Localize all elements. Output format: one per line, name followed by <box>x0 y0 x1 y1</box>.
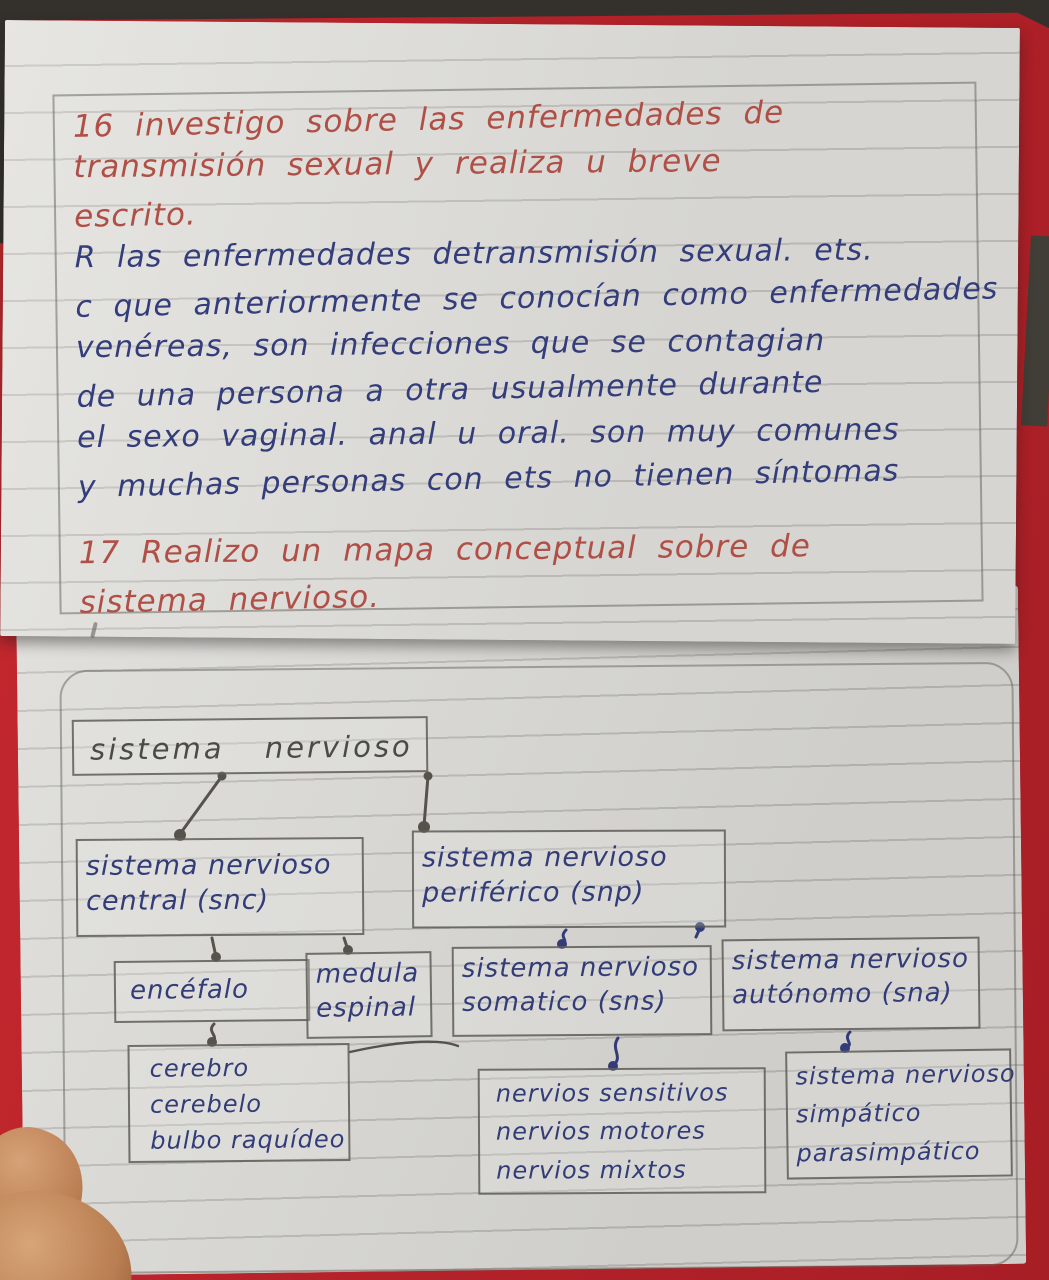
map-label: nervios mixtos <box>496 1155 687 1185</box>
map-label: sistema nervioso <box>461 952 700 984</box>
map-label: bulbo raquídeo <box>150 1125 346 1155</box>
map-label: sistema nervioso <box>795 1059 1016 1091</box>
note-line: 16 investigo sobre las enfermedades de <box>72 94 785 145</box>
map-label: nervios sensitivos <box>495 1078 729 1108</box>
map-box-sna <box>722 937 981 1032</box>
map-box-sna-parts <box>785 1048 1016 1179</box>
map-box-snc <box>76 837 365 937</box>
map-box-encefalo <box>114 959 311 1023</box>
map-label: sistema nervioso <box>89 729 413 767</box>
map-label: central (snc) <box>85 884 270 918</box>
map-label: autónomo (sna) <box>731 977 953 1011</box>
map-box-snp <box>412 829 726 928</box>
map-label: medula <box>315 958 420 990</box>
map-label: parasimpático <box>796 1136 981 1168</box>
note-line: el sexo vaginal. anal u oral. son muy comunes <box>77 412 900 456</box>
map-label: simpático <box>795 1099 922 1129</box>
note-line: y muchas personas con ets no tienen síntomas <box>77 453 900 505</box>
note-line: de una persona a otra usualmente durante <box>76 364 824 415</box>
map-box-medula-espinal <box>305 951 432 1039</box>
note-line: sistema nervioso. <box>79 578 381 621</box>
map-label: somatico (sns) <box>461 986 667 1018</box>
map-box-encefalo-parts <box>127 1043 350 1163</box>
map-label: sistema nervioso <box>421 841 668 874</box>
map-label: cerebro <box>149 1053 250 1083</box>
map-label: espinal <box>315 992 417 1024</box>
map-box-sns <box>452 945 713 1037</box>
map-label: encéfalo <box>129 974 250 1006</box>
note-line: venéreas, son infecciones que se contagian <box>75 323 826 366</box>
map-label: sistema nervioso <box>85 849 332 882</box>
note-line: 17 Realizo un mapa conceptual sobre de <box>78 528 812 572</box>
map-label: cerebelo <box>149 1089 263 1119</box>
map-box-sistema-nervioso <box>72 716 429 776</box>
notes-frame <box>52 82 999 621</box>
note-line: escrito. <box>73 196 198 235</box>
map-label: periférico (snp) <box>421 876 645 909</box>
map-box-sns-parts <box>478 1067 767 1195</box>
note-line: c que anteriormente se conocían como enfermedades <box>75 271 999 325</box>
map-label: nervios motores <box>495 1116 706 1147</box>
note-line: R las enfermedades detransmisión sexual. ets. <box>74 232 874 276</box>
map-label: sistema nervioso <box>731 943 970 977</box>
note-line: transmisión sexual y realiza u breve <box>73 143 722 186</box>
